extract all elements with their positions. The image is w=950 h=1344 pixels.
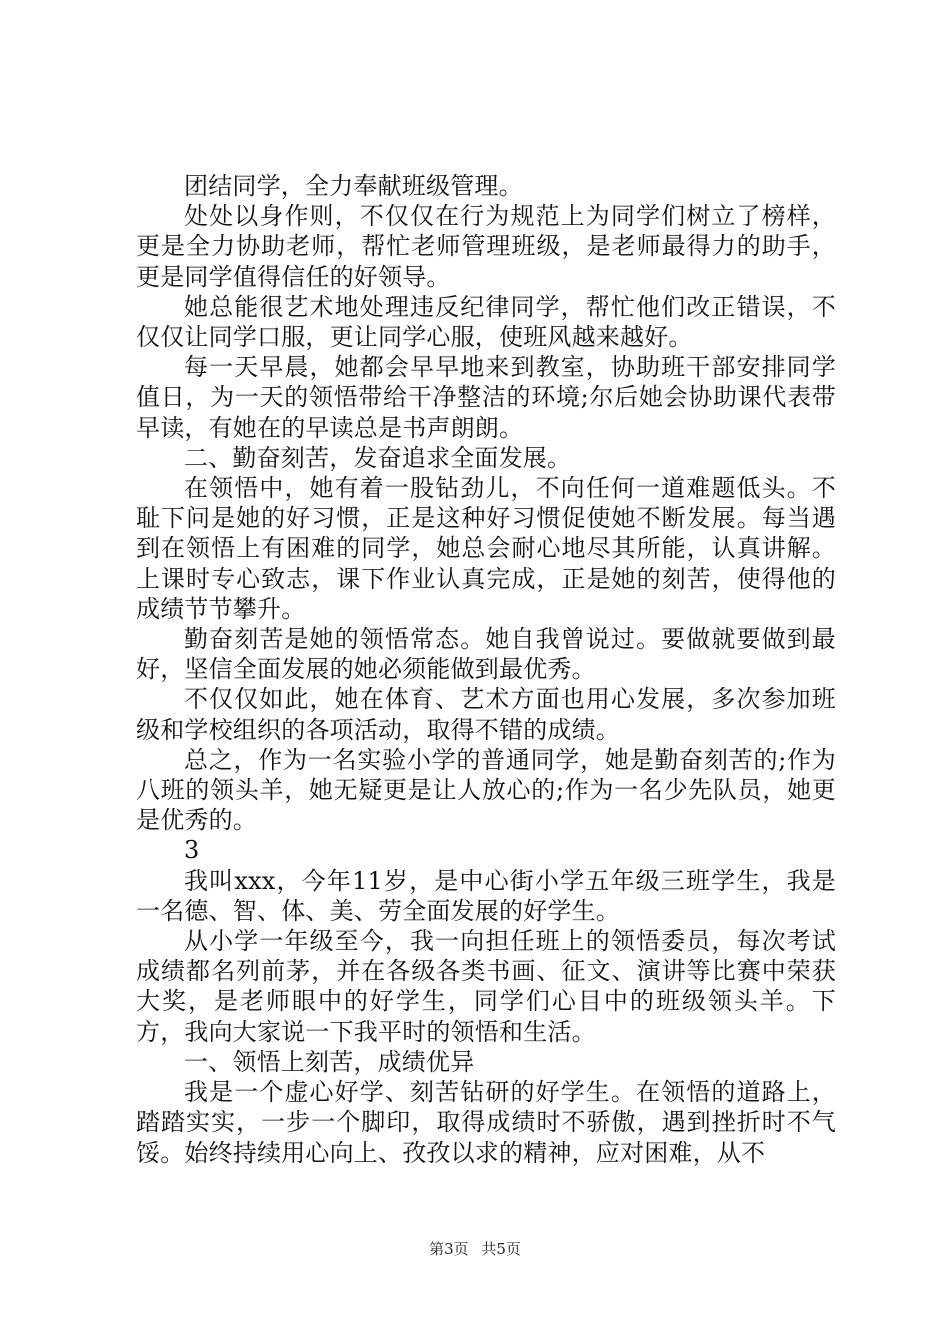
section-number: 3 (184, 836, 200, 865)
paragraph-10: 从小学一年级至今，我一向担任班上的领悟委员，每次考试成绩都名列前茅，并在各级各类书画、征文、演讲等比赛中荣获大奖，是老师眼中的好学生，同学们心目中的班级领头羊。下方，我向大家说一下我平时的领悟和生活。 (136, 927, 836, 1046)
section-heading-1: 一、领悟上刻苦，成绩优异 (184, 1047, 475, 1076)
document-body (136, 171, 836, 1168)
page-number: 第3页 (429, 1240, 469, 1258)
paragraph-3: 她总能很艺术地处理违反纪律同学，帮忙他们改正错误，不仅仅让同学口服，更让同学心服，使班风越来越好。 (136, 292, 836, 352)
page-footer (0, 1238, 950, 1259)
paragraph-6: 勤奋刻苦是她的领悟常态。她自我曾说过。要做就要做到最好，坚信全面发展的她必须能做到最优秀。 (136, 625, 836, 684)
paragraph-5: 在领悟中，她有着一股钻劲儿，不向任何一道难题低头。不耻下问是她的好习惯，正是这种好习惯促使她不断发展。每当遇到在领悟上有困难的同学，她总会耐心地尽其所能，认真讲解。上课时专心致志，课下作业认真完成，正是她的刻苦，使得他的成绩节节攀升。 (136, 474, 836, 623)
paragraph-4: 每一天早晨，她都会早早地来到教室，协助班干部安排同学值日，为一天的领悟带给干净整洁的环境;尔后她会协助课代表带早读，有她在的早读总是书声朗朗。 (136, 353, 836, 442)
page-total: 共5页 (481, 1240, 521, 1258)
paragraph-8: 总之，作为一名实验小学的普通同学，她是勤奋刻苦的;作为八班的领头羊，她无疑更是让人放心的;作为一名少先队员，她更是优秀的。 (136, 745, 836, 835)
paragraph-9: 我叫xxx，今年11岁，是中心街小学五年级三班学生，我是一名德、智、体、美、劳全面发展的好学生。 (136, 866, 836, 925)
paragraph-2: 处处以身作则，不仅仅在行为规范上为同学们树立了榜样，更是全力协助老师，帮忙老师管理班级，是老师最得力的助手，更是同学值得信任的好领导。 (136, 202, 836, 291)
paragraph-1: 团结同学，全力奉献班级管理。 (184, 172, 523, 200)
paragraph-11: 我是一个虚心好学、刻苦钻研的好学生。在领悟的道路上，踏踏实实，一步一个脚印，取得成绩时不骄傲，遇到挫折时不气馁。始终持续用心向上、孜孜以求的精神，应对困难，从不 (136, 1078, 836, 1167)
section-heading-2: 二、勤奋刻苦，发奋追求全面发展。 (184, 443, 572, 472)
paragraph-7: 不仅仅如此，她在体育、艺术方面也用心发展，多次参加班级和学校组织的各项活动，取得不错的成绩。 (136, 685, 836, 744)
